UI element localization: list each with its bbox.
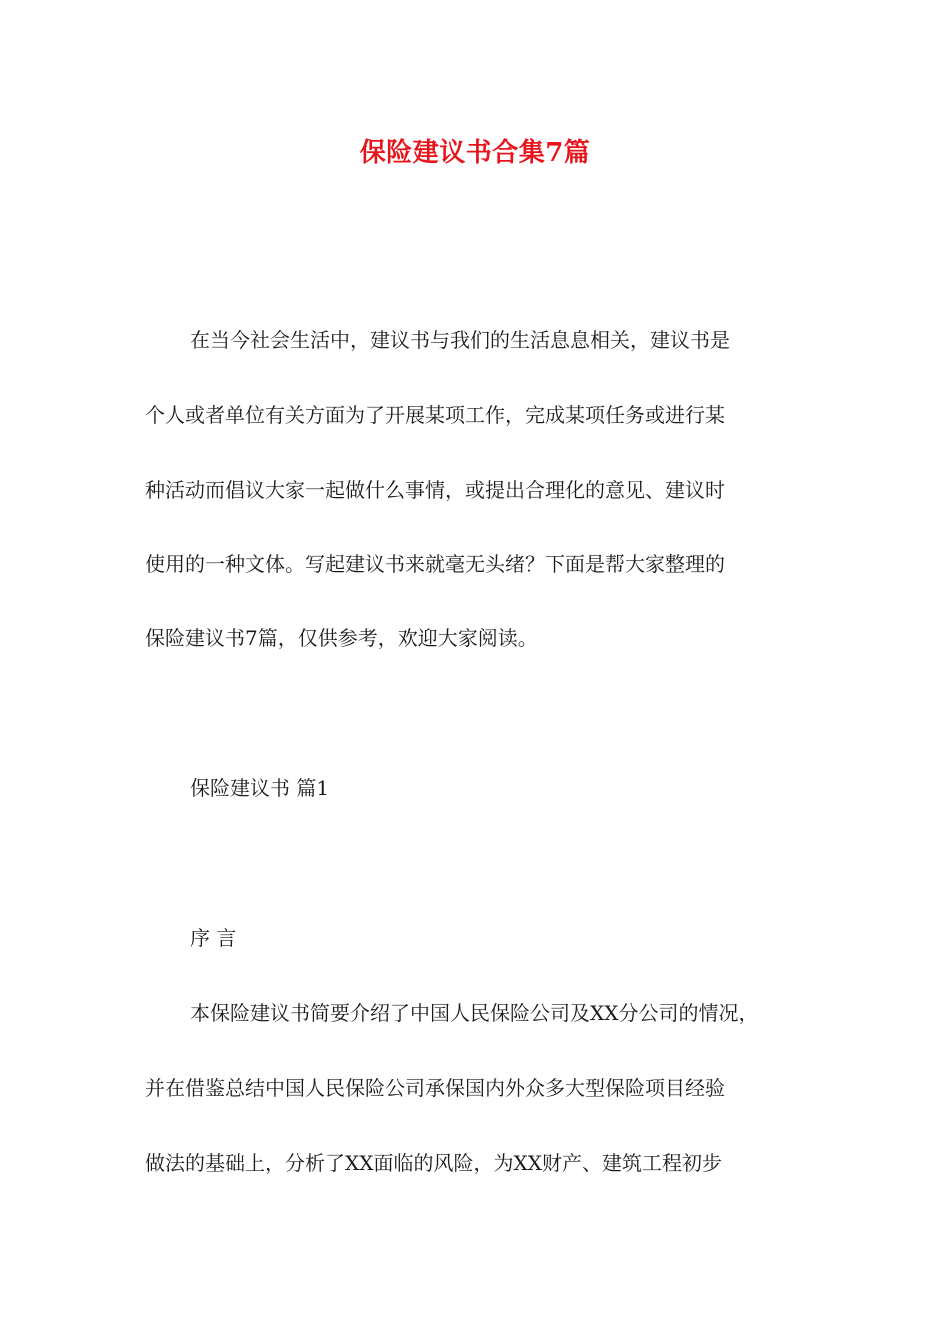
body-line-2: 并在借鉴总结中国人民保险公司承保国内外众多大型保险项目经验 [145,1076,725,1100]
intro-line-2: 个人或者单位有关方面为了开展某项工作，完成某项任务或进行某 [145,403,725,427]
preface-heading: 序 言 [190,926,237,950]
document-title: 保险建议书合集7篇 [359,138,591,168]
body-line-1: 本保险建议书简要介绍了中国人民保险公司及XX分公司的情况， [190,1001,759,1025]
intro-line-1: 在当今社会生活中，建议书与我们的生活息息相关，建议书是 [190,328,730,352]
section-heading: 保险建议书 篇1 [190,776,330,800]
intro-line-3: 种活动而倡议大家一起做什么事情，或提出合理化的意见、建议时 [145,478,725,502]
body-line-3: 做法的基础上，分析了XX面临的风险，为XX财产、建筑工程初步 [145,1151,722,1175]
intro-line-5: 保险建议书7篇，仅供参考，欢迎大家阅读。 [145,626,538,650]
intro-line-4: 使用的一种文体。写起建议书来就毫无头绪？下面是帮大家整理的 [145,552,725,576]
